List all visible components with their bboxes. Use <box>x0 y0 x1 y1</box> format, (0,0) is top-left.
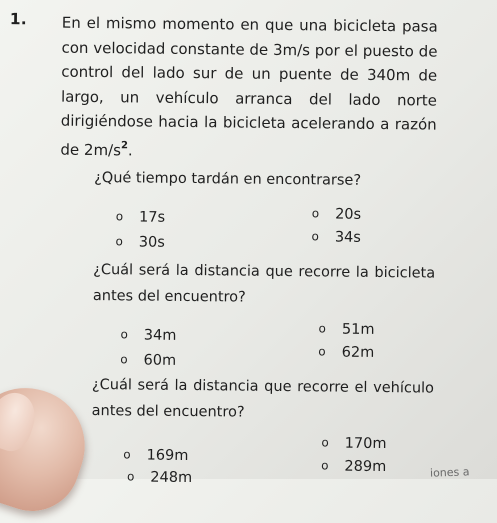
option-label: 34s <box>334 229 361 246</box>
option-label: 20s <box>335 206 362 223</box>
radio-bullet-icon: o <box>115 209 124 224</box>
question-1-option-a[interactable] <box>116 207 166 227</box>
question-1-option-b[interactable] <box>312 204 362 224</box>
radio-bullet-icon: o <box>115 234 123 249</box>
radio-bullet-icon: o <box>318 344 326 359</box>
option-label: 51m <box>341 321 375 338</box>
option-label: 170m <box>344 435 387 453</box>
option-label: 34m <box>143 327 177 344</box>
question-1-text: ¿Qué tiempo tardán en encontrarse? <box>94 169 362 189</box>
radio-bullet-icon: o <box>321 458 329 473</box>
problem-statement <box>60 11 438 166</box>
question-2-option-d[interactable] <box>318 342 374 362</box>
radio-bullet-icon: o <box>311 229 319 244</box>
radio-bullet-icon: o <box>123 447 131 462</box>
problem-statement-text: En el mismo momento en que una bicicleta pasa con velocidad constante de 3m/s por el puesto de control del lado sur de un puente de 340m de largo, un vehículo arranca del lado norte dirigiéndose hacia la bicicleta acelerando a razón de 2m/s <box>60 13 438 159</box>
statement-end: . <box>127 140 133 159</box>
question-2-text: ¿Cuál será la distancia que recorre la bicicleta antes del encuentro? <box>92 261 436 306</box>
question-1-option-c[interactable] <box>115 232 165 252</box>
option-label: 17s <box>138 209 166 226</box>
question-3-text: ¿Cuál será la distancia que recorre el vehículo antes del encuentro? <box>91 376 435 421</box>
radio-bullet-icon: o <box>318 321 326 336</box>
radio-bullet-icon: o <box>120 352 128 367</box>
fingernail <box>0 387 41 456</box>
radio-bullet-icon: o <box>311 206 320 221</box>
option-label: 248m <box>150 469 193 487</box>
question-2-option-a[interactable] <box>120 325 176 345</box>
radio-bullet-icon: o <box>126 469 135 484</box>
radio-bullet-icon: o <box>120 327 128 342</box>
option-label: 30s <box>138 234 165 251</box>
exponent: 2 <box>120 139 129 151</box>
question-3-option-d[interactable] <box>321 456 386 476</box>
option-label: 60m <box>143 352 177 369</box>
option-label: 62m <box>341 344 375 361</box>
question-1-option-d[interactable] <box>311 227 361 247</box>
question-2-option-c[interactable] <box>120 350 176 370</box>
question-3-option-c[interactable] <box>127 467 192 487</box>
question-3-option-b[interactable] <box>321 433 386 453</box>
radio-bullet-icon: o <box>321 435 329 450</box>
question-2-option-b[interactable] <box>318 319 374 339</box>
problem-number: 1. <box>9 10 27 29</box>
question-3-option-a[interactable] <box>123 445 188 465</box>
option-label: 169m <box>146 447 189 464</box>
partial-bottom-text: iones a <box>429 465 470 480</box>
option-label: 289m <box>344 458 387 476</box>
